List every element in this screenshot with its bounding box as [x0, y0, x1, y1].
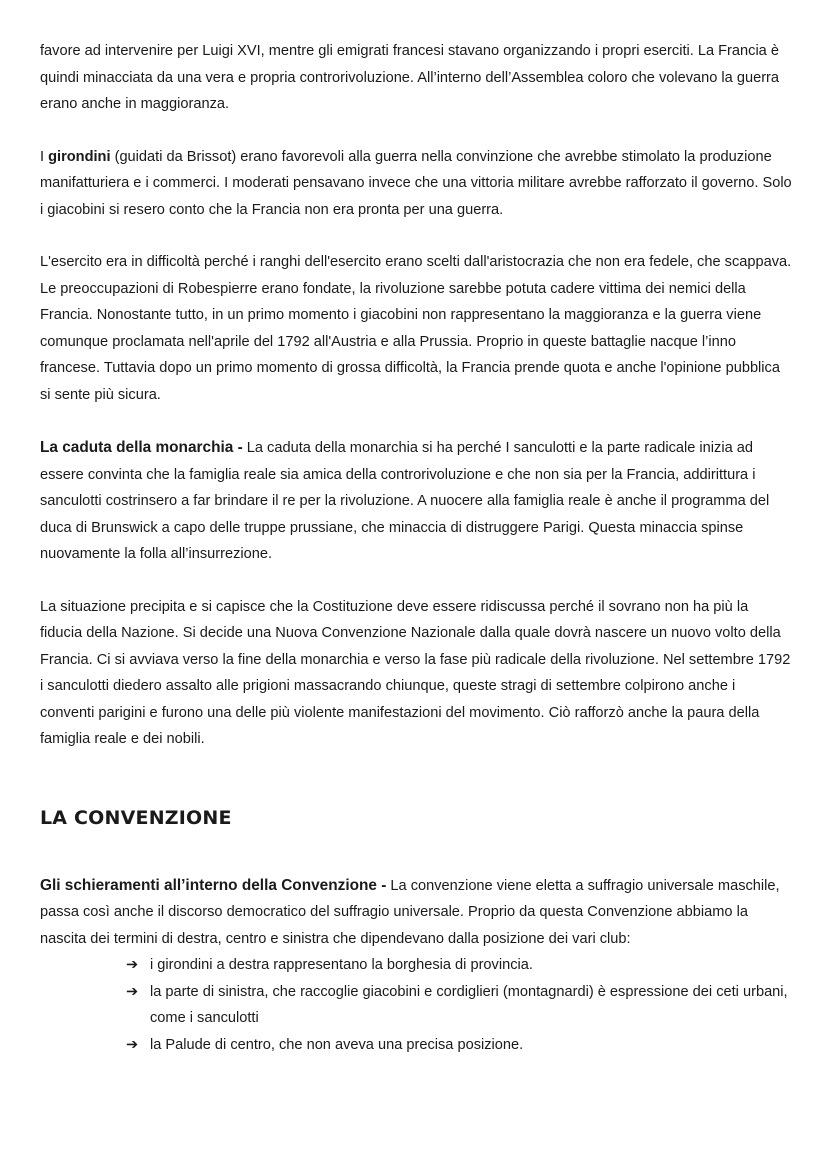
- paragraph-caduta-monarchia: [40, 435, 792, 568]
- text-after: La convenzione viene eletta a suffragio universale maschile, passa così anche il discorso democratico del suffragio universale. Proprio da questa Convenzione abbiamo la nascita dei termini di destra, centro e sinistra che dipendevano dalla posizione dei vari club:: [40, 877, 780, 947]
- arrow-right-icon: ➔: [126, 1036, 139, 1053]
- subheading-caduta-monarchia: La caduta della monarchia -: [40, 439, 243, 456]
- arrow-right-icon: ➔: [126, 983, 139, 1000]
- paragraph-esercito: L'esercito era in difficoltà perché i ranghi dell'esercito erano scelti dall'aristocrazia che non era fedele, che scappava. Le preoccupazioni di Robespierre erano fondate, la rivoluzione sarebbe potuta cadere vittima dei nemici della Francia. Nonostante tutto, in un primo momento i giacobini non rappresentano la maggioranza e la guerra viene comunque proclamata nell'aprile del 1792 all'Austria e alla Prussia. Proprio in queste battaglie nacque l’inno francese. Tuttavia dopo un primo momento di grossa difficoltà, la Francia prende quota e anche l'opinione pubblica si sente più sicura.: [40, 254, 792, 403]
- paragraph-situazione: La situazione precipita e si capisce che la Costituzione deve essere ridiscussa perché il sovrano non ha più la fiducia della Nazione. Si decide una Nuova Convenzione Nazionale dalla quale dovrà nascere un nuovo volto della Francia. Ci si avviava verso la fine della monarchia e verso la fase più radicale della rivoluzione. Nel settembre 1792 i sanculotti diedero assalto alle prigioni massacrando chiunque, queste stragi di settembre colpirono anche i conventi parigini e furono una delle più violente manifestazioni del movimento. Ciò rafforzò anche la paura della famiglia reale e dei nobili.: [40, 598, 791, 747]
- list-item-text: la parte di sinistra, che raccoglie giacobini e cordiglieri (montagnardi) è espressione dei ceti urbani, come i sanculotti: [150, 983, 788, 1026]
- text-after: La caduta della monarchia si ha perché I sanculotti e la parte radicale inizia ad essere convinta che la famiglia reale sia amica della controrivoluzione e che non sia per la Francia, addirittura i sanculotti costrinsero a far brindare il re per la rivoluzione. A nuocere alla famiglia reale è anche il programma del duca di Brunswick a capo delle truppe prussiane, che minaccia di distruggere Parigi. Questa minaccia spinse nuovamente la folla all’insurrezione.: [40, 440, 770, 562]
- arrow-right-icon: ➔: [126, 957, 139, 973]
- paragraph-girondini: [40, 144, 792, 224]
- bold-term-girondini: girondini: [48, 148, 111, 165]
- document-page: [40, 38, 792, 1058]
- list-item: [126, 979, 792, 1032]
- list-item-text: i girondini a destra rappresentano la borghesia di provincia.: [150, 957, 533, 973]
- list-item: [126, 1032, 792, 1059]
- paragraph-schieramenti: [40, 873, 792, 953]
- list-item-text: la Palude di centro, che non aveva una precisa posizione.: [150, 1036, 524, 1053]
- section-heading: LA CONVENZIONE: [40, 806, 232, 829]
- bullet-list: [40, 952, 792, 1058]
- list-item: [126, 952, 792, 979]
- paragraph-emigrati: favore ad intervenire per Luigi XVI, mentre gli emigrati francesi stavano organizzando i propri eserciti. La Francia è quindi minacciata da una vera e propria controrivoluzione. All’interno dell’Assemblea coloro che volevano la guerra erano anche in maggioranza.: [40, 43, 780, 112]
- text-after: (guidati da Brissot) erano favorevoli alla guerra nella convinzione che avrebbe stimolato la produzione manifatturiera e i commerci. I moderati pensavano invece che una vittoria militare avrebbe rafforzato il governo. Solo i giacobini si resero conto che la Francia non era pronta per una guerra.: [40, 148, 792, 218]
- text-before: I: [40, 148, 49, 165]
- subheading-schieramenti: Gli schieramenti all’interno della Convenzione -: [40, 876, 387, 894]
